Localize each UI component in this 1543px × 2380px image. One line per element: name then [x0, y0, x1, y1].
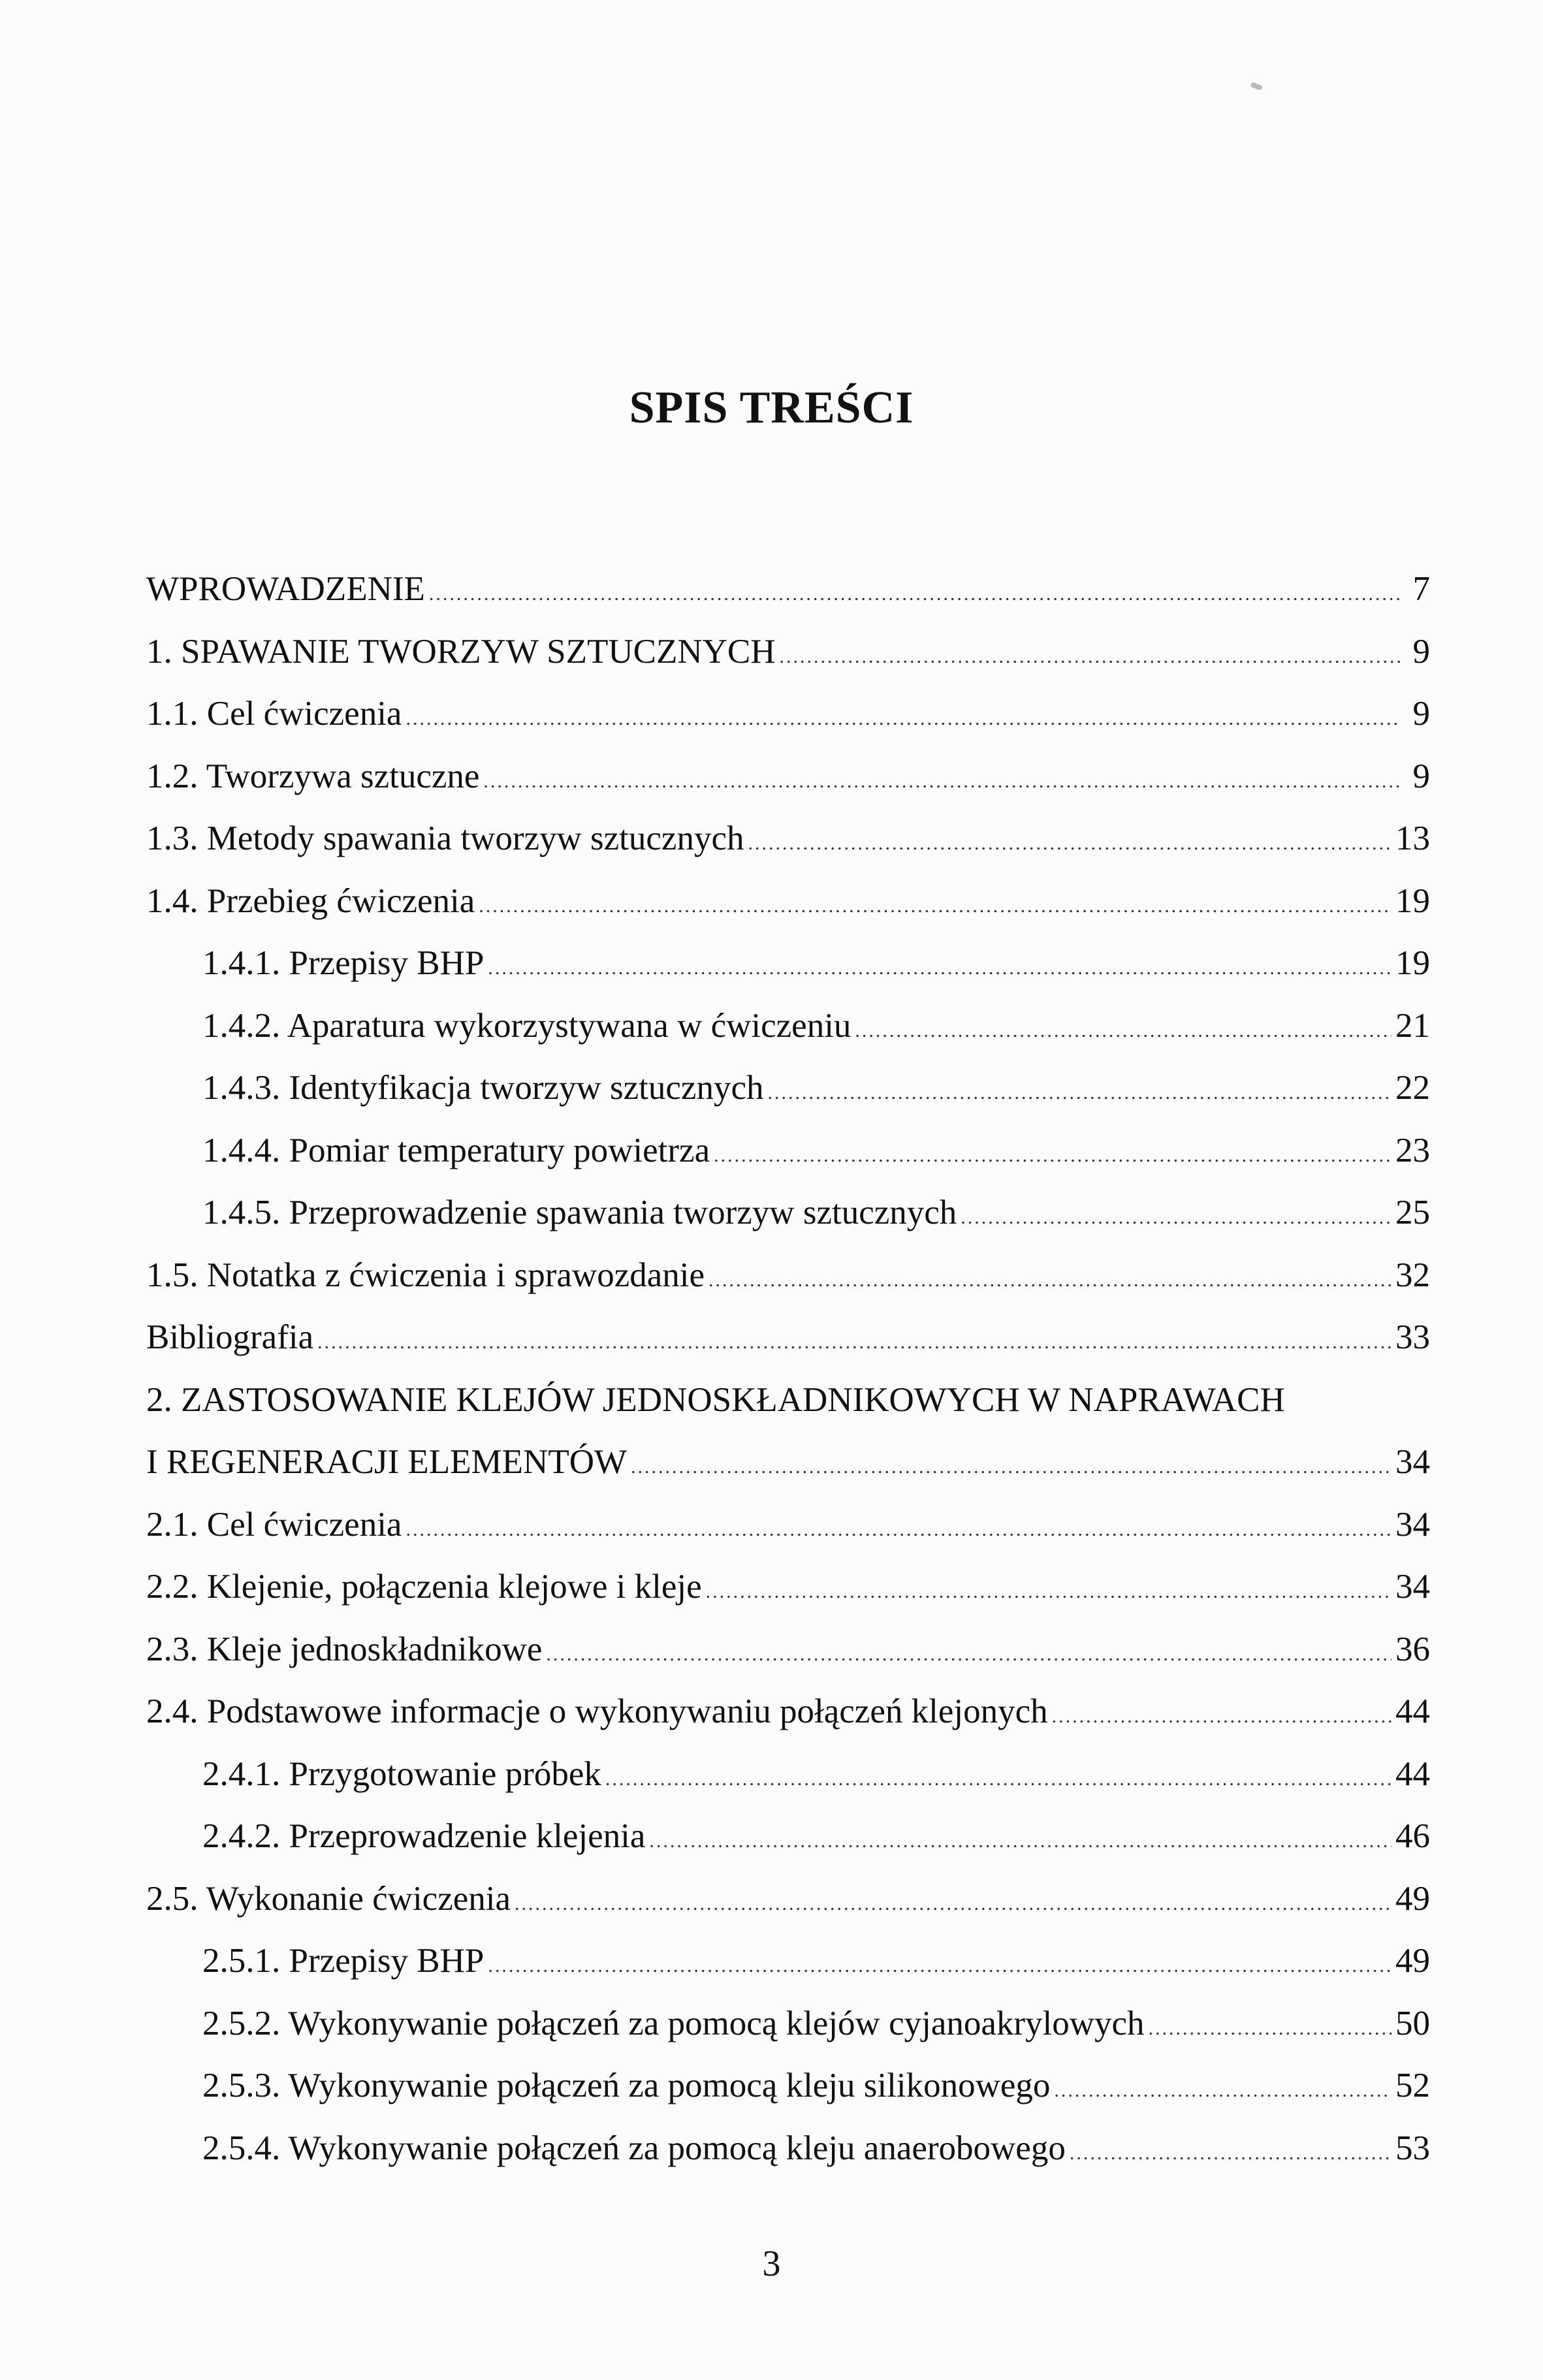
toc-entry-label: 1.4. Przebieg ćwiczenia	[146, 881, 475, 920]
toc-entry-label: 2.5.2. Wykonywanie połączeń za pomocą klejów cyjanoakrylowych	[202, 2004, 1145, 2042]
toc-entry-page: 32	[1395, 1256, 1430, 1294]
toc-entry-label: 2.3. Kleje jednoskładnikowe	[146, 1630, 543, 1668]
toc-entry[interactable]	[146, 1868, 1430, 1931]
toc-entry-page: 34	[1395, 1443, 1430, 1481]
toc-entry-page: 34	[1395, 1505, 1430, 1544]
toc-leader-dots	[780, 626, 1400, 688]
toc-entry-label: 2.4.1. Przygotowanie próbek	[202, 1754, 601, 1793]
toc-entry-label: 2.4.2. Przeprowadzenie klejenia	[202, 1817, 646, 1855]
toc-entry-label: 2.5.4. Wykonywanie połączeń za pomocą kleju anaerobowego	[202, 2129, 1066, 2167]
table-of-contents	[146, 558, 1430, 2180]
scan-speck	[1250, 82, 1263, 91]
toc-entry-label: WPROWADZENIE	[146, 570, 425, 608]
toc-leader-dots	[1149, 1997, 1392, 2060]
toc-entry[interactable]	[202, 932, 1430, 995]
toc-entry-page: 49	[1395, 1879, 1430, 1918]
toc-entry-page: 33	[1395, 1318, 1430, 1356]
toc-entry-label: 1.1. Cel ćwiczenia	[146, 695, 402, 733]
toc-entry-label: 2.5.3. Wykonywanie połączeń za pomocą kleju silikonowego	[202, 2067, 1051, 2104]
toc-entry[interactable]	[146, 1307, 1430, 1369]
toc-leader-dots	[515, 1873, 1392, 1935]
toc-entry[interactable]	[202, 1057, 1430, 1120]
toc-entry-page: 23	[1395, 1131, 1430, 1169]
toc-entry-label: 2. ZASTOSOWANIE KLEJÓW JEDNOSKŁADNIKOWYCH W NAPRAWACH	[146, 1380, 1285, 1419]
toc-entry-page: 49	[1395, 1942, 1430, 1980]
toc-leader-dots	[605, 1748, 1392, 1811]
toc-entry-label: 1.5. Notatka z ćwiczenia i sprawozdanie	[146, 1256, 705, 1294]
toc-leader-dots	[479, 875, 1392, 938]
toc-leader-dots	[631, 1436, 1392, 1499]
toc-entry[interactable]	[146, 808, 1430, 870]
toc-entry-label: 1.4.3. Identyfikacja tworzyw sztucznych	[202, 1069, 764, 1107]
toc-entry-page: 19	[1395, 881, 1430, 920]
toc-leader-dots	[483, 750, 1400, 813]
toc-leader-dots	[488, 1935, 1392, 1997]
toc-entry-label: 1.4.5. Przeprowadzenie spawania tworzyw sztucznych	[202, 1194, 957, 1231]
toc-entry-page: 7	[1412, 570, 1430, 608]
toc-entry-page: 34	[1395, 1568, 1430, 1606]
toc-entry-label: 1.4.1. Przepisy BHP	[202, 944, 485, 982]
toc-entry[interactable]	[202, 2055, 1430, 2118]
toc-leader-dots	[708, 1249, 1392, 1312]
toc-entry-label: 1.4.2. Aparatura wykorzystywana w ćwiczeniu	[202, 1006, 851, 1045]
toc-entry[interactable]	[202, 1182, 1430, 1245]
toc-entry[interactable]	[146, 1431, 1430, 1494]
toc-entry-label: 1. SPAWANIE TWORZYW SZTUCZNYCH	[146, 632, 776, 671]
toc-entry[interactable]	[202, 1120, 1430, 1182]
toc-entry-page: 53	[1395, 2129, 1430, 2167]
toc-entry-label: Bibliografia	[146, 1318, 314, 1356]
toc-leader-dots	[714, 1124, 1392, 1187]
toc-entry-page: 9	[1412, 695, 1430, 733]
toc-leader-dots	[649, 1810, 1392, 1873]
toc-leader-dots	[1054, 2059, 1392, 2122]
page-title: SPIS TREŚCI	[629, 383, 914, 433]
toc-entry[interactable]	[146, 621, 1430, 684]
toc-entry-page: 25	[1395, 1194, 1430, 1231]
toc-leader-dots	[406, 688, 1400, 750]
toc-leader-dots	[767, 1062, 1392, 1124]
toc-entry-label: 1.3. Metody spawania tworzyw sztucznych	[146, 819, 744, 857]
toc-entry-page: 44	[1395, 1754, 1430, 1793]
toc-leader-dots	[406, 1499, 1392, 1561]
toc-entry-label: 1.4.4. Pomiar temperatury powietrza	[202, 1131, 710, 1169]
toc-leader-dots	[855, 1000, 1392, 1062]
toc-entry[interactable]	[146, 746, 1430, 808]
toc-entry-page: 19	[1395, 944, 1430, 982]
toc-entry-label: 2.5.1. Przepisy BHP	[202, 1942, 485, 1980]
toc-entry[interactable]	[202, 1805, 1430, 1868]
toc-leader-dots	[429, 563, 1400, 626]
toc-entry[interactable]	[146, 1369, 1430, 1432]
toc-entry[interactable]	[202, 995, 1430, 1058]
toc-entry[interactable]	[146, 1245, 1430, 1307]
toc-entry-label: 2.1. Cel ćwiczenia	[146, 1505, 402, 1544]
page-number: 3	[762, 2244, 781, 2284]
toc-entry-label: 2.2. Klejenie, połączenia klejowe i kleje	[146, 1568, 702, 1606]
toc-entry-page: 21	[1395, 1006, 1430, 1045]
toc-entry[interactable]	[146, 870, 1430, 933]
toc-leader-dots	[748, 812, 1392, 875]
toc-entry-page: 46	[1395, 1817, 1430, 1855]
toc-entry[interactable]	[146, 558, 1430, 621]
toc-entry-page: 22	[1395, 1069, 1430, 1107]
toc-leader-dots	[546, 1623, 1392, 1686]
toc-entry[interactable]	[202, 1993, 1430, 2055]
toc-entry-page: 9	[1412, 632, 1430, 671]
toc-entry[interactable]	[146, 1556, 1430, 1619]
toc-entry-page: 13	[1395, 819, 1430, 857]
toc-entry-page: 52	[1395, 2067, 1430, 2104]
toc-entry-page: 36	[1395, 1630, 1430, 1668]
toc-entry[interactable]	[202, 2118, 1430, 2180]
toc-leader-dots	[961, 1186, 1392, 1249]
toc-leader-dots	[488, 937, 1392, 1000]
toc-leader-dots	[317, 1311, 1392, 1374]
toc-entry[interactable]	[146, 683, 1430, 746]
toc-entry-label: I REGENERACJI ELEMENTÓW	[146, 1443, 627, 1481]
toc-entry[interactable]	[202, 1930, 1430, 1993]
toc-leader-dots	[706, 1561, 1392, 1623]
toc-entry[interactable]	[202, 1743, 1430, 1806]
toc-entry-label: 2.4. Podstawowe informacje o wykonywaniu połączeń klejonych	[146, 1692, 1048, 1730]
toc-entry[interactable]	[146, 1681, 1430, 1743]
toc-entry[interactable]	[146, 1619, 1430, 1681]
toc-entry-label: 2.5. Wykonanie ćwiczenia	[146, 1879, 511, 1918]
toc-leader-dots	[1070, 2122, 1392, 2185]
toc-entry-page: 9	[1412, 757, 1430, 795]
toc-entry-label: 1.2. Tworzywa sztuczne	[146, 757, 480, 795]
toc-entry-page: 50	[1395, 2004, 1430, 2042]
toc-entry[interactable]	[146, 1494, 1430, 1557]
toc-leader-dots	[1052, 1685, 1392, 1748]
toc-entry-page: 44	[1395, 1692, 1430, 1730]
